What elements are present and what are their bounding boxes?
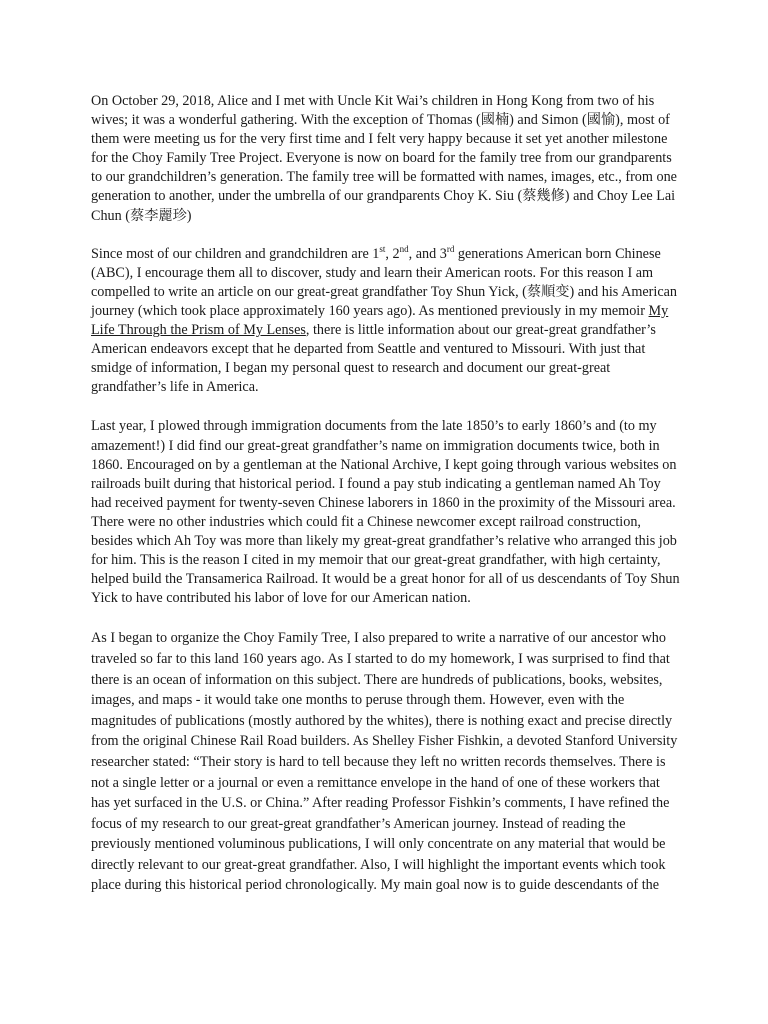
text-run: generations American born Chinese (ABC), I encourage them all to discover, study and learn their American roots. For this reason I am compelled to write an article on our great-great grandfather Toy Shun Yick, (蔡順变) and his American journey (which took place approximately 160 years ago). As mentioned previously in my memoir	[91, 245, 678, 319]
ordinal-suffix: rd	[446, 243, 455, 254]
memoir-title: My Life Through the Prism of My Lenses	[91, 302, 669, 339]
text-run: On October 29, 2018, Alice and I met with Uncle Kit Wai’s children in Hong Kong from two of his wives; it was a wonderful gathering. With the exception of Thomas (國楠) and Simon (國愉), most of them were meeting us for the very first time and I felt very happy because it set yet another milestone for the Choy Family Tree Project. Everyone is now on board for the family tree from our grandparents to our grandchildren’s generation. The family tree will be formatted with names, images, etc., from one generation to another, under the umbrella of our grandparents Choy K. Siu (蔡幾修) and Choy Lee Lai Chun (蔡李麗珍)	[91, 93, 677, 224]
paragraph-hong-kong-gathering	[91, 92, 680, 226]
text-run: Since most of our children and grandchildren are 1	[91, 245, 380, 262]
paragraph-immigration-documents	[91, 417, 680, 608]
ordinal-suffix: nd	[399, 243, 409, 254]
text-run: As I began to organize the Choy Family Tree, I also prepared to write a narrative of our ancestor who traveled so far to this land 160 years ago. As I started to do my homework, I was surprised to find that there is an ocean of information on this subject. There are hundreds of publications, books, websites, images, and maps - it would take one months to peruse through them. However, even with the magnitudes of publications (mostly authored by the whites), there is nothing exact and precise directly from the original Chinese Rail Road builders. As Shelley Fisher Fishkin, a devoted Stanford University researcher stated: “Their story is hard to tell because they left no written records themselves. There is not a single letter or a journal or even a remittance envelope in the hand of one of these workers that has yet surfaced in the U.S. or China.” After reading Professor Fishkin’s comments, I have refined the focus of my research to our great-great grandfather’s American journey. Instead of reading the previously mentioned voluminous publications, I will only concentrate on any material that would be directly relevant to our great-great grandfather. Also, I will highlight the important events which took place during this historical period chronologically. My main goal now is to guide descendants of the	[91, 630, 678, 894]
text-run: , there is little information about our great-great grandfather’s American endeavors except that he departed from Seattle and ventured to Missouri. With just that smidge of information, I began my personal quest to research and document our great-great grandfather’s life in America.	[91, 322, 656, 396]
text-run: , and 3	[408, 245, 447, 262]
text-run: Last year, I plowed through immigration documents from the late 1850’s to early 1860’s and (to my amazement!) I did find our great-great grandfather’s name on immigration documents twice, both in 1860. Encouraged on by a gentleman at the National Archive, I kept going through various websites on railroads built during that historical period. I found a pay stub indicating a gentleman named Ah Toy had received payment for twenty-seven Chinese laborers in 1860 in the proximity of the Missouri area. There were no other industries which could fit a Chinese newcomer except railroad construction, besides which Ah Toy was more than likely my great-great grandfather’s relative who arranged this job for him. This is the reason I cited in my memoir that our great-great grandfather, with high certainty, helped build the Transamerica Railroad. It would be a great honor for all of us descendants of Toy Shun Yick to have contributed his labor of love for our American nation.	[91, 418, 680, 607]
ordinal-suffix: st	[379, 243, 386, 254]
paragraph-family-tree-research	[91, 628, 680, 896]
text-run: , 2	[385, 245, 400, 262]
paragraph-american-roots	[91, 245, 680, 398]
